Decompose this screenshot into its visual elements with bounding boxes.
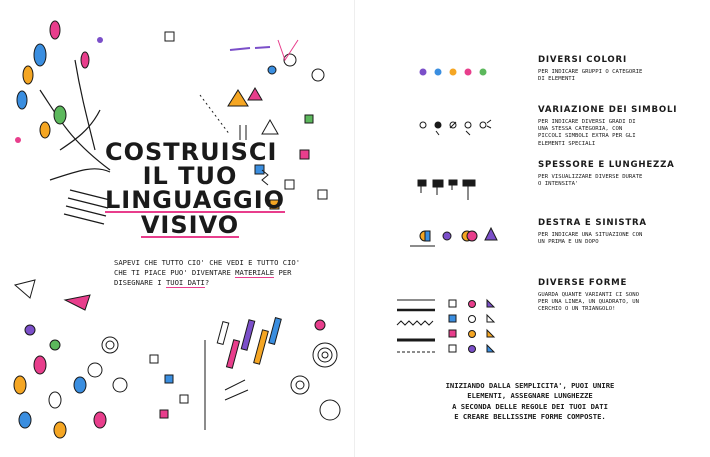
page-title bbox=[105, 138, 286, 239]
section-title: DIVERSI COLORI bbox=[538, 55, 627, 65]
leaf-blue bbox=[17, 91, 27, 109]
section-destra-sinistra bbox=[538, 218, 703, 246]
dot-pink bbox=[15, 137, 21, 143]
closing-text bbox=[410, 381, 650, 422]
intro-highlight-materiale: MATERIALE bbox=[235, 268, 275, 277]
section-desc: PER INDICARE DIVERSI GRADI DI UNA STESSA CATEGORIA, CON PICCOLI SIMBOLI EXTRA PER GLI ELEMENTI SPECIALI bbox=[538, 119, 636, 147]
intro-part-2: PER DISEGNARE I bbox=[114, 268, 292, 287]
section-desc: GUARDA QUANTE VARIANTI CI SONO PER UNA LINEA, UN QUADRATO, UN CERCHIO O UN TRIANGOLO! bbox=[538, 292, 640, 313]
closing-line-2: ELEMENTI, ASSEGNARE LUNGHEZZE bbox=[467, 391, 593, 401]
leaf-pink bbox=[81, 52, 89, 68]
section-title: SPESSORE E LUNGHEZZA bbox=[538, 160, 675, 170]
intro-text bbox=[114, 258, 314, 288]
title-line-1: COSTRUISCI bbox=[105, 138, 278, 166]
section-diverse-forme bbox=[538, 278, 703, 314]
closing-line-3: A SECONDA DELLE REGOLE DEI TUOI DATI bbox=[452, 401, 608, 411]
title-line-3: LINGUAGGIO bbox=[105, 186, 286, 214]
bars-doodle bbox=[150, 318, 340, 430]
leaf-orange bbox=[40, 122, 50, 138]
section-desc: PER VISUALIZZARE DIVERSE DURATE O INTENSITA' bbox=[538, 174, 643, 188]
title-line-4: VISIVO bbox=[140, 211, 240, 239]
symbol-variations-icon bbox=[420, 120, 491, 135]
section-diversi-colori bbox=[538, 55, 703, 83]
intro-highlight-tuoi-dati: TUOI DATI bbox=[165, 278, 205, 287]
section-variazione-simboli bbox=[538, 105, 703, 148]
floral-doodle bbox=[40, 60, 110, 224]
section-desc: PER INDICARE GRUPPI O CATEGORIE DI ELEMENTI bbox=[538, 69, 643, 83]
section-desc: PER INDICARE UNA SITUAZIONE CON UN PRIMA E UN DOPO bbox=[538, 232, 643, 246]
leaf-green bbox=[54, 106, 66, 124]
color-dots-icon bbox=[420, 69, 487, 76]
leaf-pink bbox=[50, 21, 60, 39]
intro-part-1: SAPEVI CHE TUTTO CIO' CHE VEDI E TUTTO CIO' CHE TI PIACE PUO' DIVENTARE bbox=[114, 258, 301, 277]
shapes-grid-icon bbox=[397, 300, 494, 353]
thickness-length-icon bbox=[418, 180, 475, 200]
shells-doodle bbox=[14, 280, 127, 438]
right-page bbox=[355, 0, 710, 457]
section-spessore-lunghezza bbox=[538, 160, 703, 188]
leaf-blue bbox=[34, 44, 46, 66]
dot-purple bbox=[97, 37, 103, 43]
section-title: DESTRA E SINISTRA bbox=[538, 218, 647, 228]
leaf-orange bbox=[23, 66, 33, 84]
title-line-2: IL TUO bbox=[142, 162, 238, 190]
intro-part-3: ? bbox=[204, 278, 210, 287]
before-after-icon bbox=[410, 228, 497, 246]
section-title: DIVERSE FORME bbox=[538, 278, 628, 288]
section-title: VARIAZIONE DEI SIMBOLI bbox=[538, 105, 678, 115]
closing-line-1: INIZIANDO DALLA SEMPLICITA', PUOI UNIRE bbox=[445, 381, 615, 390]
closing-line-4: E CREARE BELLISSIME FORME COMPOSTE. bbox=[454, 411, 606, 421]
